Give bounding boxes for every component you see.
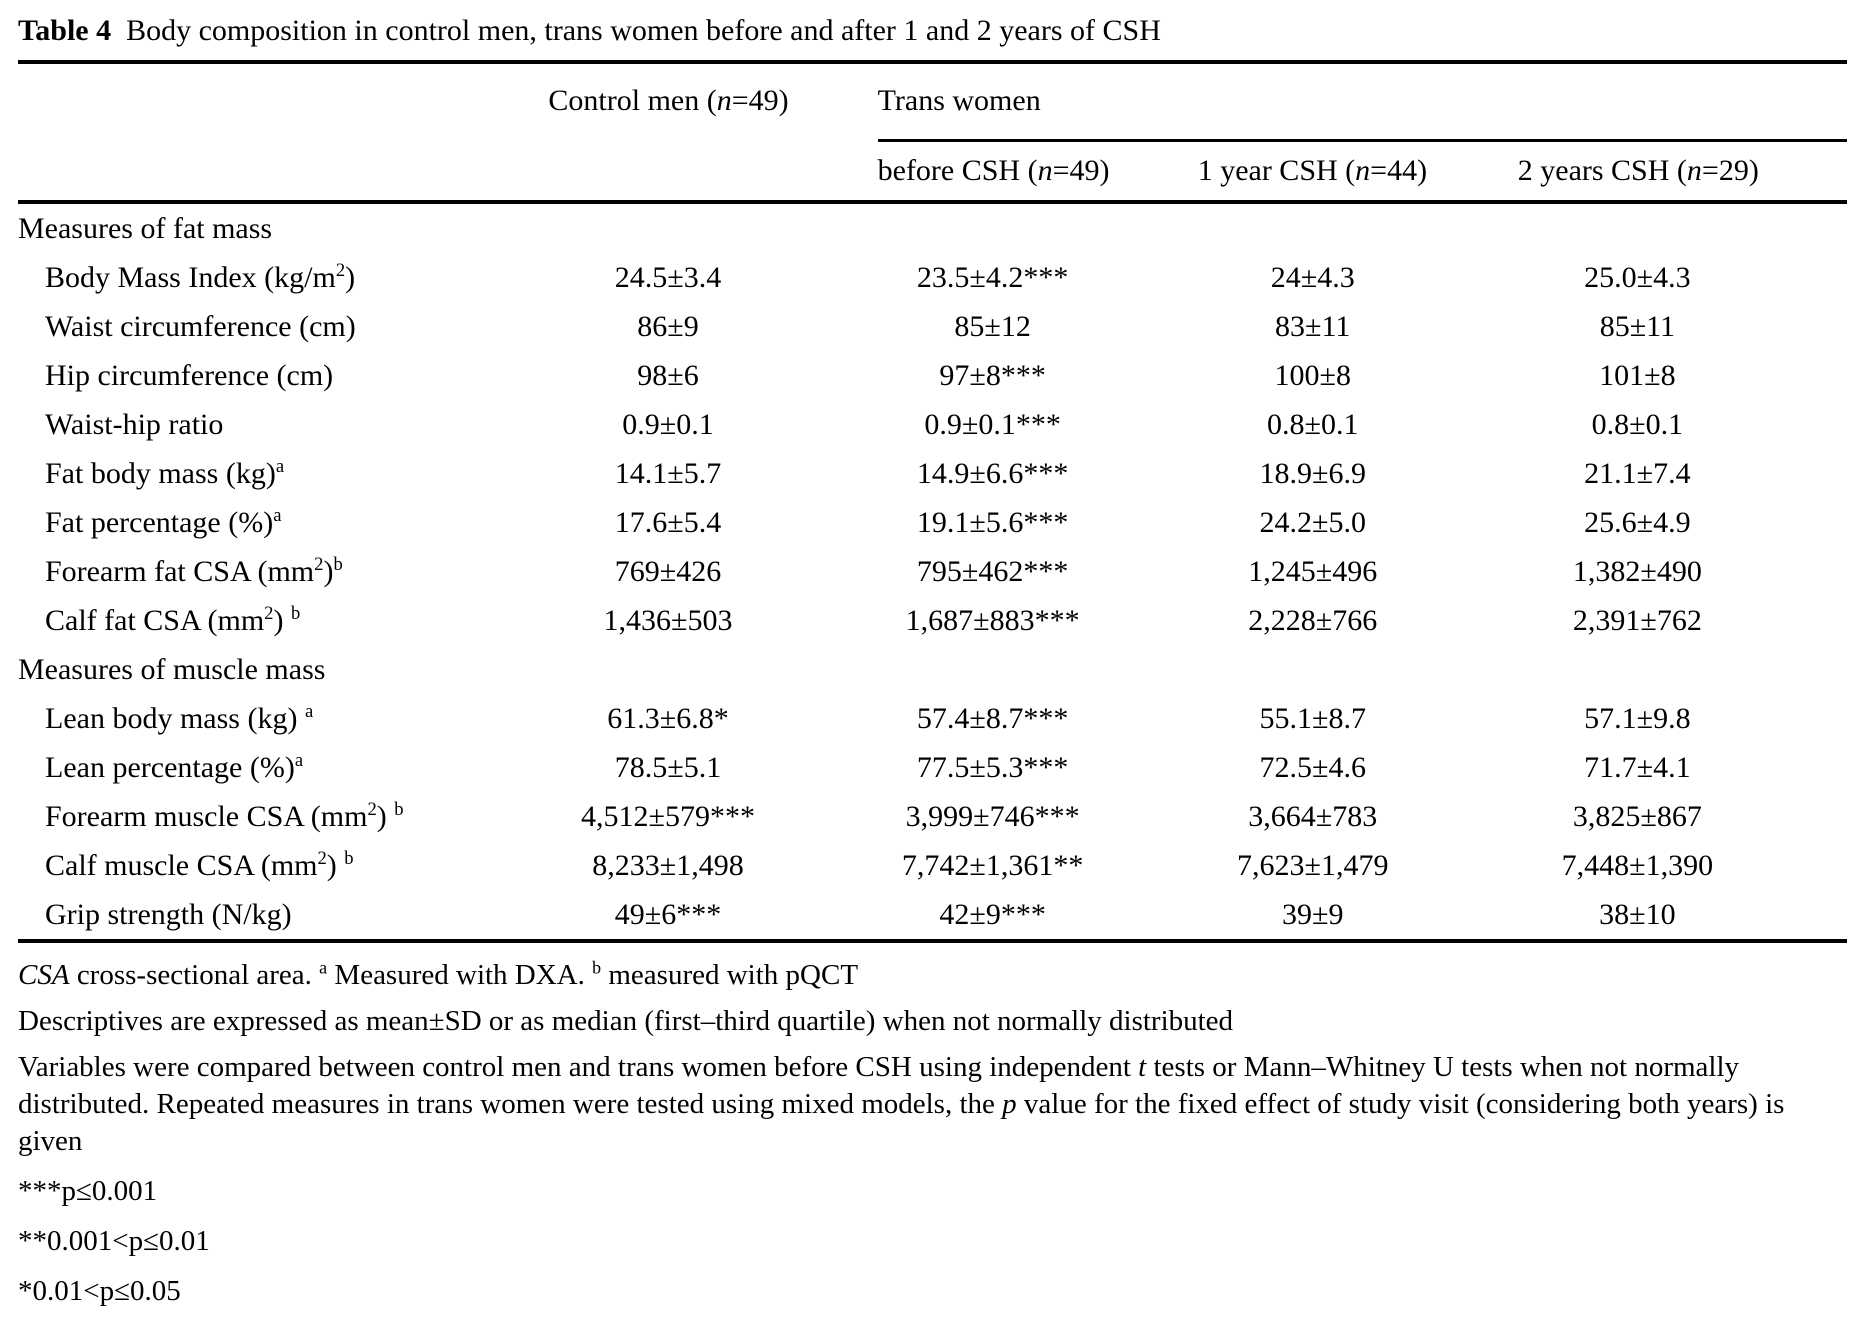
cell-value: 14.9±6.6*** [916, 456, 1069, 490]
cell-value: 78.5±5.1 [614, 750, 722, 784]
superscript-marker: 2 [367, 798, 377, 820]
superscript-marker: a [304, 700, 314, 722]
cell-value: 98±6 [637, 358, 699, 392]
superscript-marker: b [344, 847, 354, 869]
table-row [18, 351, 1847, 400]
cell-value: 38±10 [1599, 897, 1676, 931]
superscript-marker: a [294, 749, 304, 771]
cell-value: 71.7±4.1 [1584, 750, 1691, 784]
cell-value: 77.5±5.3*** [916, 750, 1069, 784]
cell-value: 7,623±1,479 [1236, 848, 1389, 882]
row-label: Grip strength (N/kg) [45, 897, 292, 931]
table-row [18, 792, 1847, 841]
table-caption-label: Table 4 [18, 14, 112, 47]
cell-value: 1,687±883*** [905, 603, 1080, 637]
superscript-marker: 2 [335, 259, 346, 281]
italic-text: n [1037, 154, 1053, 187]
table-row [18, 596, 1847, 645]
row-label: Lean body mass (kg) $^a$ [45, 700, 314, 735]
header-empty-cell [18, 140, 548, 202]
footnote-abbreviations: CSA cross-sectional area. $^a$ Measured with DXA. $^b$ measured with pQCT [18, 957, 859, 991]
cell-value: 42±9*** [939, 897, 1046, 931]
cell-value: 39±9 [1281, 897, 1344, 931]
cell-value: 55.1±8.7 [1259, 701, 1366, 735]
row-label: Forearm muscle CSA $(mm^2)$ $^b$ [45, 798, 404, 833]
cell-value: 1,436±503 [603, 603, 733, 637]
cell-value: 17.6±5.4 [614, 505, 722, 539]
table-row [18, 841, 1847, 890]
cell-value: 85±11 [1599, 309, 1676, 343]
col-group-trans-women: Trans women [878, 64, 1847, 140]
cell-value: 61.3±6.8* [607, 701, 729, 735]
row-label: Waist-hip ratio [45, 407, 224, 441]
italic-text: n [716, 84, 732, 117]
cell-value: 7,742±1,361** [901, 848, 1084, 882]
cell-value: 7,448±1,390 [1561, 848, 1714, 882]
table-row [18, 498, 1847, 547]
cell-value: 769±426 [614, 554, 722, 588]
superscript-marker: b [394, 798, 404, 820]
cell-value: 14.1±5.7 [614, 456, 722, 490]
cell-value: 24.5±3.4 [614, 260, 722, 294]
superscript-marker: 2 [314, 553, 324, 575]
row-label: Calf fat CSA $(mm^2)$ $^b$ [45, 602, 301, 637]
footnote-p-05: *0.01<p≤0.05 [18, 1275, 181, 1307]
cell-value: 2,391±762 [1572, 603, 1702, 637]
cell-value: 19.1±5.6*** [916, 505, 1069, 539]
row-label: Hip circumference (cm) [45, 358, 334, 392]
row-label: Fat percentage (%)$^a$ [45, 504, 282, 539]
table-caption [18, 6, 1847, 60]
row-label: Body Mass Index $(kg/m^2)$ [45, 259, 356, 294]
superscript-marker: 2 [264, 602, 274, 624]
section-row [18, 202, 1847, 253]
col-header-2-years-csh: 2 years CSH (n=29) [1518, 140, 1847, 202]
cell-value: 23.5±4.2*** [916, 260, 1069, 294]
cell-value: 0.8±0.1 [1266, 407, 1359, 441]
superscript-marker: a [275, 455, 285, 477]
cell-value: 18.9±6.9 [1259, 456, 1366, 490]
italic-text: p [1002, 1088, 1017, 1120]
footnote-descriptives: Descriptives are expressed as mean±SD or as median (first–third quartile) when not normally distributed [18, 1005, 1234, 1037]
row-label: Lean percentage (%)$^a$ [45, 749, 304, 784]
italic-text: t [1138, 1051, 1147, 1083]
superscript-marker: b [333, 553, 343, 575]
cell-value: 100±8 [1274, 358, 1351, 392]
footnote-p-01: **0.001<p≤0.01 [18, 1225, 210, 1257]
superscript-marker: b [592, 957, 602, 978]
superscript-marker: b [290, 602, 301, 624]
bottom-rule [18, 939, 1847, 943]
cell-value: 24±4.3 [1270, 260, 1355, 294]
cell-value: 57.1±9.8 [1584, 701, 1691, 735]
table-header [18, 64, 1847, 202]
header-row-subcolumns [18, 140, 1847, 202]
table-row [18, 400, 1847, 449]
cell-value: 49±6*** [614, 897, 722, 931]
table-body [18, 202, 1847, 939]
italic-text: CSA [18, 959, 70, 991]
table-row [18, 302, 1847, 351]
cell-value: 0.9±0.1 [622, 407, 714, 441]
table-footnotes [18, 957, 1847, 1310]
italic-text: n [1355, 154, 1371, 187]
table-row [18, 547, 1847, 596]
cell-value: 86±9 [637, 309, 699, 343]
table-row [18, 743, 1847, 792]
footnote-p-001: ***p≤0.001 [18, 1175, 158, 1207]
row-label: Forearm fat CSA $(mm^2)^b$ [45, 553, 343, 588]
cell-value: 795±462*** [916, 554, 1069, 588]
cell-value: 0.9±0.1*** [924, 407, 1061, 441]
col-header-control-men: Control men (n=49) [548, 84, 789, 117]
row-label: Calf muscle CSA $(mm^2)$ $^b$ [45, 847, 354, 882]
cell-value: 8,233±1,498 [592, 848, 744, 882]
superscript-marker: 2 [317, 847, 327, 869]
table-row [18, 890, 1847, 939]
cell-value: 24.2±5.0 [1259, 505, 1366, 539]
cell-value: 3,664±783 [1248, 799, 1378, 833]
cell-value: 3,999±746*** [905, 799, 1080, 833]
section-label: Measures of muscle mass [18, 652, 326, 686]
header-empty-cell [18, 64, 548, 140]
row-label: Waist circumference (cm) [45, 309, 356, 343]
italic-text: n [1686, 154, 1702, 187]
cell-value: 1,245±496 [1248, 554, 1378, 588]
cell-value: 57.4±8.7*** [916, 701, 1069, 735]
superscript-marker: a [319, 957, 328, 978]
table-row [18, 694, 1847, 743]
body-composition-table [18, 64, 1847, 939]
header-empty-cell [548, 140, 877, 202]
col-header-1-year-csh: 1 year CSH (n=44) [1198, 140, 1518, 202]
table-caption-text: Body composition in control men, trans women before and after 1 and 2 years of CSH [126, 14, 1161, 47]
cell-value: 21.1±7.4 [1584, 456, 1691, 490]
cell-value: 101±8 [1599, 358, 1676, 392]
cell-value: 72.5±4.6 [1259, 750, 1366, 784]
cell-value: 83±11 [1275, 309, 1351, 343]
table-row [18, 449, 1847, 498]
cell-value: 4,512±579*** [581, 799, 755, 833]
cell-value: 1,382±490 [1572, 554, 1702, 588]
cell-value: 97±8*** [939, 358, 1046, 392]
footnote-statistics: Variables were compared between control men and trans women before CSH using independent t tests or Mann–Whitney U tests when not normally distributed. Repeated measures in trans women were tested using mixed models, the p value for the fixed effect of study visit (considering both years) is given [18, 1051, 1785, 1157]
section-label: Measures of fat mass [18, 211, 273, 245]
table-row [18, 253, 1847, 302]
cell-value: 25.0±4.3 [1584, 260, 1691, 294]
cell-value: 2,228±766 [1248, 603, 1378, 637]
superscript-marker: a [273, 504, 282, 526]
cell-value: 25.6±4.9 [1584, 505, 1691, 539]
cell-value: 0.8±0.1 [1591, 407, 1684, 441]
cell-value: 85±12 [954, 309, 1031, 343]
header-row-groups [18, 64, 1847, 140]
col-header-before-csh: before CSH (n=49) [878, 140, 1198, 202]
cell-value: 3,825±867 [1572, 799, 1702, 833]
section-row [18, 645, 1847, 694]
row-label: Fat body mass (kg)$^a$ [45, 455, 285, 490]
